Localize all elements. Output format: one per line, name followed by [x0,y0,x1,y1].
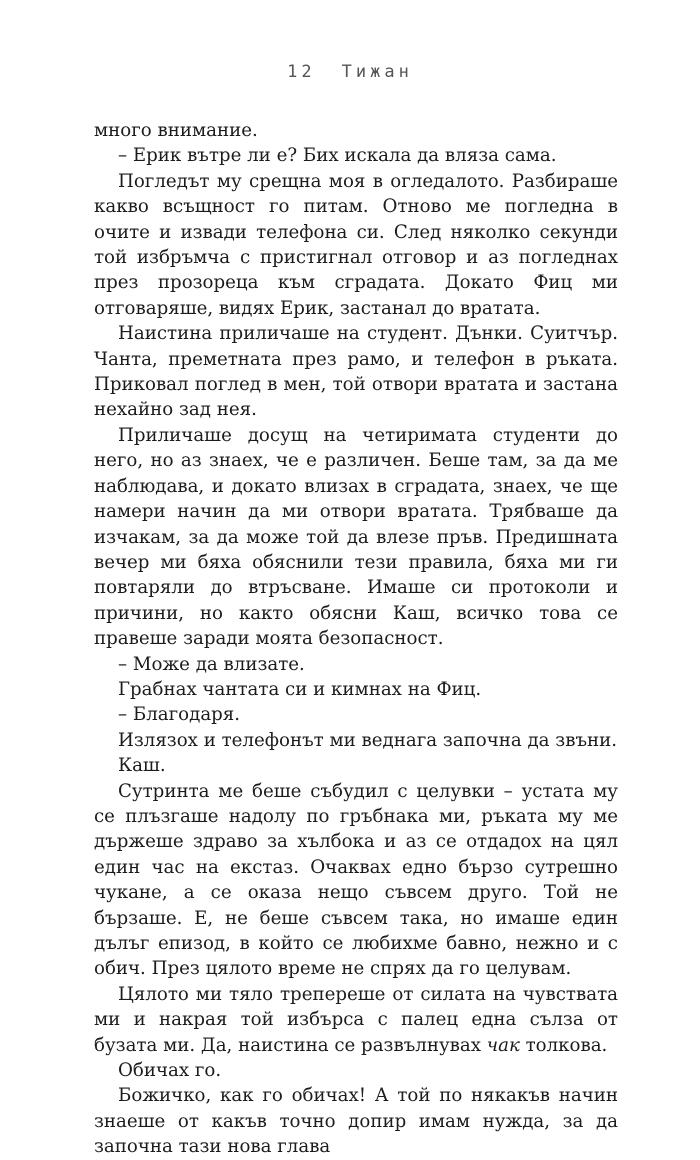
dialogue-line: – Благодаря. [118,704,241,726]
paragraph [94,982,618,1058]
page-number: 12 [287,62,316,82]
running-head [0,62,700,82]
paragraph: Божичко, как го обичах! А той по някакъв начин знаеше от какъв точно допир имам нужда, за да започна тази нова глава [94,1085,618,1158]
paragraph-text: Цялото ми тяло трепереше от силата на чувствата ми и накрая той избърса с палец една сълза от бузата ми. Да, наистина се развълнувах [94,983,618,1056]
paragraph: Каш. [118,755,166,777]
paragraph: Приличаше досущ на четиримата студенти до него, но аз знаех, че е различен. Беше там, за да ме наблюдава, и докато влизах в сградата, знаех, че ще намери начин да ми отвори вратата. Трябваше да изчакам, за да може той да влезе пръв. Предишната вечер ми бяха обяснили тези правила, бяха ми ги повтаряли до втръсване. Имаше си протоколи и причини, но както обясни Каш, всичко това се правеше заради моята безопасност. [94,424,618,650]
emphasized-word: чак [486,1034,520,1056]
dialogue-line: – Ерик вътре ли е? Бих искала да вляза сама. [118,145,557,167]
paragraph: много внимание. [94,120,258,141]
paragraph: Наистина приличаше на студент. Дънки. Суитчър. Чанта, преметната през рамо, и телефон в ръката. Приковал поглед в мен, той отвори вратата и застана нехайно зад нея. [94,323,618,421]
paragraph: Обичах го. [118,1060,222,1082]
paragraph: Грабнах чантата си и кимнах на Фиц. [118,678,482,700]
paragraph-text: толкова. [519,1034,608,1056]
body-text [94,118,618,1160]
paragraph: Излязох и телефонът ми веднага започна да звъни. [118,729,618,751]
running-title: Тижан [341,62,413,82]
paragraph: Сутринта ме беше събудил с целувки – устата му се плъзгаше надолу по гръбнака ми, ръката му ме държеше здраво за хълбока и аз се отдадох на цял един час на екстаз. Очаквах едно бързо сутрешно чукане, а се оказа нещо съвсем друго. Той не бързаше. Е, не беше съвсем така, но имаше един дълъг епизод, в който се любихме бавно, нежно и с обич. През цялото време не спрях да го целувам. [94,780,618,980]
dialogue-line: – Може да влизате. [118,653,305,675]
paragraph: Погледът му срещна моя в огледалото. Разбираше какво всъщност го питам. Отново ме погледна в очите и извади телефона си. След няколко секунди той избръмча с пристигнал отговор и аз погледнах през прозореца към сградата. Докато Фиц ми отговаряше, видях Ерик, застанал до вратата. [94,170,618,319]
